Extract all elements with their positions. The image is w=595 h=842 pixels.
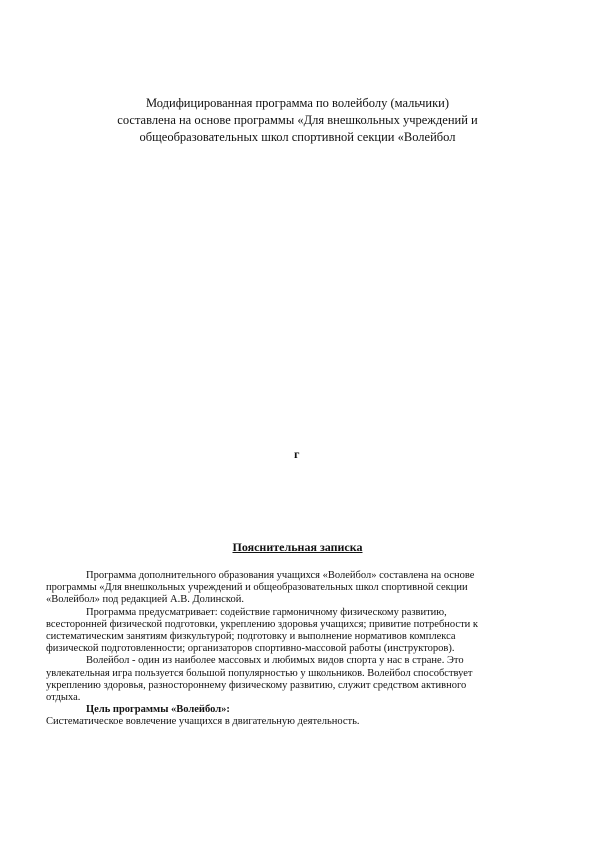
document-title [0, 95, 595, 146]
paragraph-2-line-2: всесторонней физической подготовки, укреплению здоровья учащихся; привитие потребности к [46, 618, 479, 630]
paragraph-3-line-4: отдыха. [46, 692, 81, 704]
paragraph-1-line-3: «Волейбол» под редакцией А.В. Долинской. [46, 594, 244, 606]
paragraph-3-line-3: укреплению здоровья, разностороннему физическому развитию, служит средством активного [46, 679, 467, 691]
section-heading: Пояснительная записка [232, 540, 363, 554]
goal-heading: Цель программы «Волейбол»: [86, 704, 230, 716]
stray-character: г [294, 447, 300, 461]
paragraph-2-line-4: физической подготовленности; организаторов спортивно-массовой работы (инструкторов). [46, 643, 455, 655]
title-line-2: составлена на основе программы «Для внешкольных учреждений и [117, 113, 478, 127]
paragraph-3-line-1: Волейбол - один из наиболее массовых и любимых видов спорта у нас в стране. Это [86, 655, 464, 667]
goal-text: Систематическое вовлечение учащихся в двигательную деятельность. [46, 716, 360, 728]
paragraph-1-line-1: Программа дополнительного образования учащихся «Волейбол» составлена на основе [86, 570, 475, 581]
paragraph-3-line-2: увлекательная игра пользуется большой популярностью у школьников. Волейбол способствует [46, 667, 473, 679]
title-line-1: Модифицированная программа по волейболу (мальчики) [145, 96, 450, 110]
paragraph-1-line-2: программы «Для внешкольных учреждений и общеобразовательных школ спортивной секции [46, 582, 468, 594]
explanatory-note-body [46, 570, 546, 729]
paragraph-2-line-3: систематическим занятиям физкультурой; подготовку и выполнение нормативов комплекса [46, 631, 456, 643]
title-line-3: общеобразовательных школ спортивной секции «Волейбол [139, 130, 456, 144]
paragraph-2-line-1: Программа предусматривает: содействие гармоничному физическому развитию, [86, 606, 447, 618]
